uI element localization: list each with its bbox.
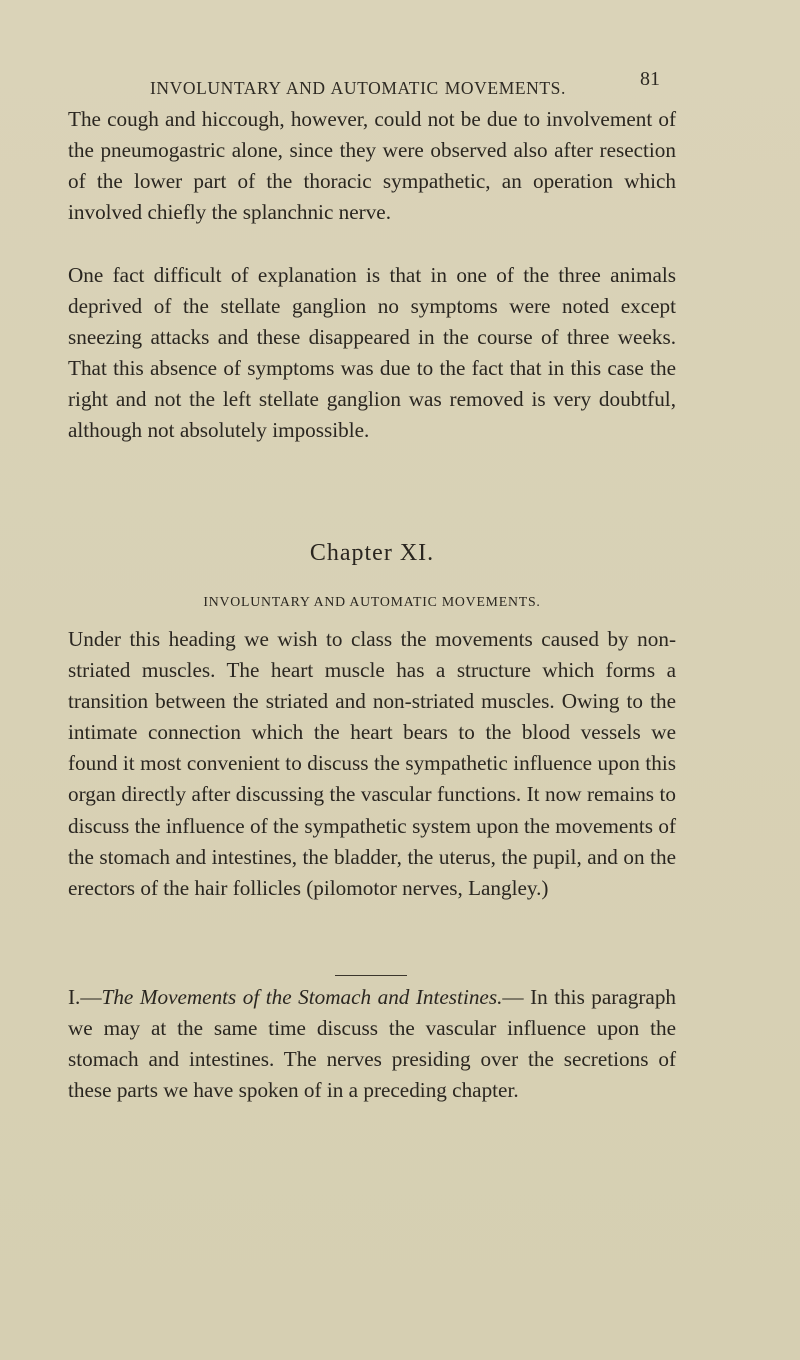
running-head: INVOLUNTARY AND AUTOMATIC MOVEMENTS. (150, 78, 566, 98)
paragraph-cough-hiccough (68, 104, 676, 228)
paragraph-text: One fact difficult of explanation is that in one of the three animals deprived of the stellate ganglion no symptoms were noted except sneezing attacks and these disappeared in the course of three weeks. That this absence of symptoms was due to the fact that in this case the right and not the left stellate ganglion was removed is very doubtful, although not absolutely impossible. (68, 263, 676, 443)
section-body: In this paragraph we may at the same time discuss the vascular influence upon the stomach and intestines. The nerves presiding over the secretions of these parts we have spoken of in a preceding chapter. (68, 985, 677, 1103)
page-number: 81 (640, 68, 660, 90)
paragraph-text: Under this heading we wish to class the movements caused by non-striated muscles. The heart muscle has a structure which forms a transition between the striated and non-striated muscles. Owing to the intimate connection which the heart bears to the blood vessels we found it most convenient to discuss the sympathetic influence upon this organ directly after discussing the vascular functions. It now remains to discuss the influence of the sympathetic system upon the movements of the stomach and intestines, the bladder, the uterus, the pupil, and on the erectors of the hair follicles (pilomotor nerves, Langley.) (68, 627, 676, 900)
paragraph-stellate-ganglion (68, 260, 676, 447)
section-number: I.— (68, 985, 102, 1009)
section-dash: — (502, 985, 524, 1009)
section-divider (335, 975, 407, 976)
paragraph-stomach-intestines (68, 982, 676, 1106)
section-heading: The Movements of the Stomach and Intestines. (101, 985, 503, 1009)
chapter-subtitle: INVOLUNTARY AND AUTOMATIC MOVEMENTS. (203, 594, 541, 609)
paragraph-text (68, 982, 676, 1106)
paragraph-non-striated (68, 624, 676, 904)
chapter-title: Chapter XI. (309, 540, 435, 566)
paragraph-text: The cough and hiccough, however, could not be due to involvement of the pneumogastric alone, since they were observed also after resection of the lower part of the thoracic sympathetic, an operation which involved chiefly the splanchnic nerve. (68, 107, 676, 225)
